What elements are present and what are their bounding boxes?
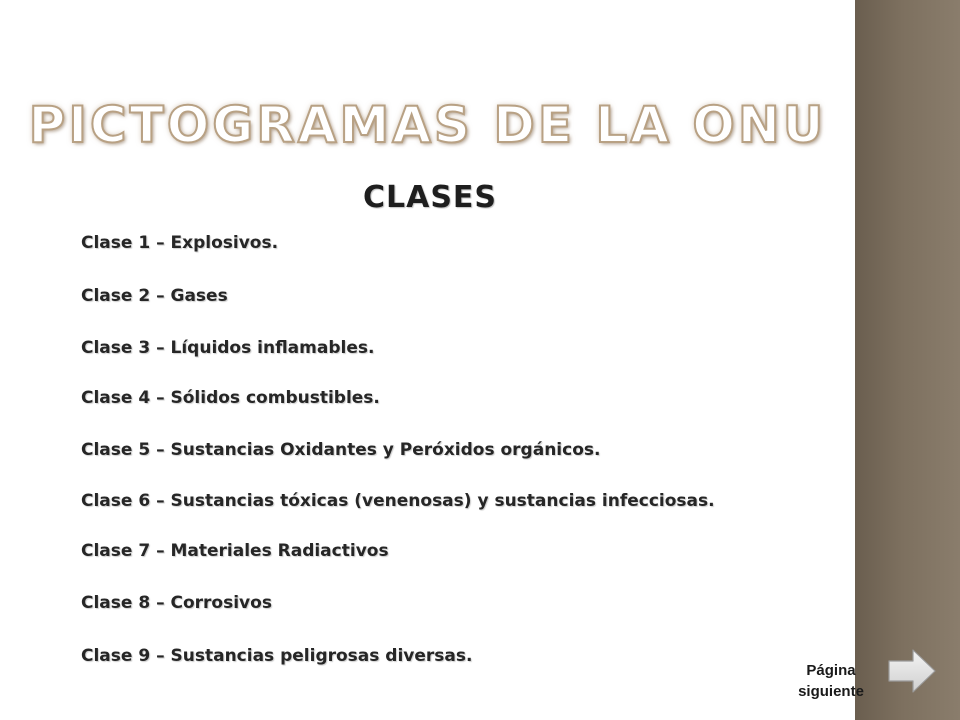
sidebar-decoration — [855, 0, 960, 720]
list-item-clase-6: Clase 6 – Sustancias tóxicas (venenosas) y sustancias infecciosas. — [81, 491, 715, 511]
arrow-right-icon — [885, 645, 939, 697]
list-item-clase-5: Clase 5 – Sustancias Oxidantes y Peróxidos orgánicos. — [81, 440, 601, 460]
list-item-clase-1: Clase 1 – Explosivos. — [81, 233, 279, 253]
list-item-clase-3: Clase 3 – Líquidos inflamables. — [81, 338, 375, 358]
page-title: PICTOGRAMAS DE LA ONU — [28, 96, 827, 154]
next-page-label[interactable] — [785, 660, 877, 702]
list-item-clase-2: Clase 2 – Gases — [81, 286, 228, 306]
list-item-clase-4: Clase 4 – Sólidos combustibles. — [81, 388, 380, 408]
next-page-button[interactable] — [885, 645, 939, 697]
next-page-label-line1: Página — [806, 662, 856, 679]
list-item-clase-8: Clase 8 – Corrosivos — [81, 593, 272, 613]
section-subtitle: CLASES — [362, 180, 498, 215]
next-page-label-line2: siguiente — [798, 683, 864, 700]
list-item-clase-9: Clase 9 – Sustancias peligrosas diversas. — [81, 646, 473, 666]
list-item-clase-7: Clase 7 – Materiales Radiactivos — [81, 541, 389, 561]
